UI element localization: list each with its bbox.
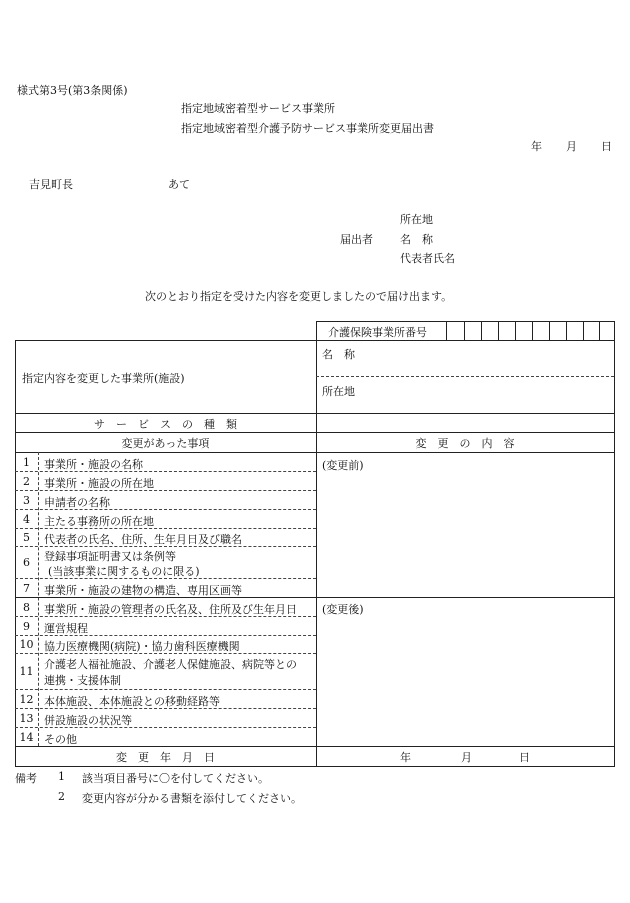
after-content-field[interactable] (317, 616, 614, 745)
item-label-sub: (当該事業に関するものに限る) (48, 565, 200, 578)
office-address-label: 所在地 (322, 385, 355, 398)
item-label: 事業所・施設の所在地 (44, 477, 154, 490)
form-number: 様式第3号(第3条関係) (17, 84, 128, 97)
item-label: 協力医療機関(病院)・協力歯科医療機関 (44, 640, 240, 653)
date-year-label: 年 (531, 140, 542, 153)
after-label: (変更後) (322, 603, 364, 616)
item-label: 事業所・施設の管理者の氏名及、住所及び生年月日 (44, 603, 297, 616)
form-title-line2: 指定地域密着型介護予防サービス事業所変更届出書 (181, 122, 434, 135)
applicant-rep-label: 代表者氏名 (400, 252, 455, 265)
item-label-sub: 連携・支援体制 (44, 674, 121, 687)
item-no[interactable]: 8 (23, 601, 30, 614)
changed-items-header: 変更があった事項 (121, 437, 210, 450)
date-day-label: 日 (601, 140, 612, 153)
item-no[interactable]: 7 (23, 582, 30, 595)
change-date-year: 年 (400, 751, 411, 764)
addressee-suffix: あて (168, 178, 190, 191)
insurer-number-field[interactable] (447, 322, 614, 340)
item-no[interactable]: 9 (23, 620, 30, 633)
item-label: 登録事項証明書又は条例等 (44, 550, 176, 563)
item-label: 事業所・施設の名称 (44, 458, 143, 471)
office-address-field[interactable] (317, 377, 614, 413)
remarks-label: 備考 (15, 772, 37, 785)
item-no[interactable]: 12 (19, 693, 34, 706)
item-no[interactable]: 6 (23, 556, 30, 569)
item-no[interactable]: 14 (19, 731, 34, 744)
date-month-label: 月 (566, 140, 577, 153)
change-date-month: 月 (461, 751, 472, 764)
item-no[interactable]: 5 (23, 531, 30, 544)
item-label: その他 (44, 733, 77, 746)
item-no[interactable]: 1 (23, 456, 30, 469)
intro-sentence: 次のとおり指定を受けた内容を変更しましたので届け出ます。 (145, 290, 453, 303)
applicant-name-label: 名 称 (400, 233, 433, 246)
item-label: 運営規程 (44, 622, 88, 635)
office-label: 指定内容を変更した事業所(施設) (22, 372, 185, 385)
item-no[interactable]: 2 (23, 475, 30, 488)
service-type-label: サ ー ビ ス の 種 類 (94, 418, 237, 431)
item-no[interactable]: 10 (19, 638, 34, 651)
change-date-day: 日 (519, 751, 530, 764)
change-date-label: 変 更 年 月 日 (116, 751, 215, 764)
item-label: 申請者の名称 (44, 496, 110, 509)
change-date-field[interactable] (317, 747, 614, 766)
item-no[interactable]: 13 (19, 712, 34, 725)
addressee-name: 吉見町長 (29, 178, 73, 191)
item-label: 併設施設の状況等 (44, 714, 132, 727)
before-content-field[interactable] (317, 472, 614, 596)
remark-2-no: 2 (58, 790, 65, 803)
insurer-number-label: 介護保険事業所番号 (328, 326, 427, 339)
item-label: 主たる事務所の所在地 (44, 515, 154, 528)
form-title-line1: 指定地域密着型サービス事業所 (181, 102, 335, 115)
item-label: 代表者の氏名、住所、生年月日及び職名 (44, 533, 242, 546)
before-label: (変更前) (322, 459, 364, 472)
applicant-address-label: 所在地 (400, 213, 433, 226)
remark-1-no: 1 (58, 770, 65, 783)
item-label: 介護老人福祉施設、介護老人保健施設、病院等との (44, 658, 297, 671)
service-type-field[interactable] (317, 414, 614, 432)
item-label: 事業所・施設の建物の構造、専用区画等 (44, 584, 242, 597)
item-no[interactable]: 4 (23, 513, 30, 526)
applicant-label: 届出者 (340, 233, 373, 246)
office-name-label: 名 称 (322, 348, 355, 361)
change-content-header: 変 更 の 内 容 (415, 437, 515, 450)
item-label: 本体施設、本体施設との移動経路等 (44, 695, 220, 708)
item-no[interactable]: 11 (19, 665, 34, 678)
remark-2: 変更内容が分かる書類を添付してください。 (82, 792, 302, 805)
office-name-field[interactable] (317, 341, 614, 376)
remark-1: 該当項目番号に〇を付してください。 (82, 772, 269, 785)
item-no[interactable]: 3 (23, 494, 30, 507)
